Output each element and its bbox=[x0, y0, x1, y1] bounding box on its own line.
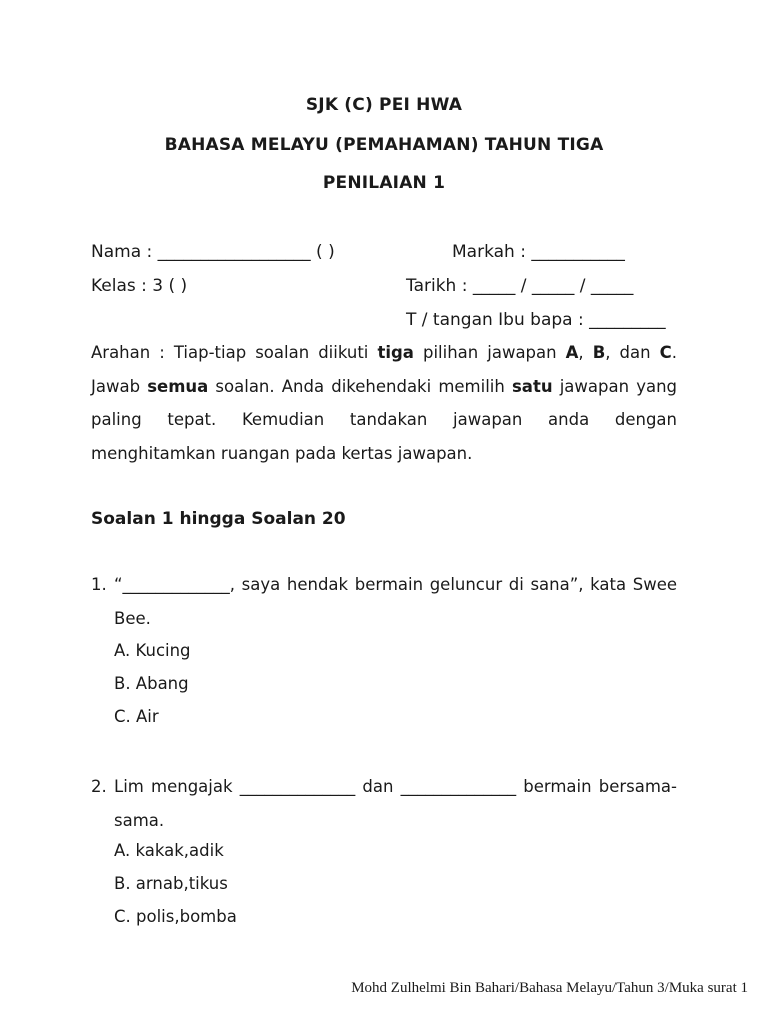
question-1 bbox=[91, 568, 677, 635]
question-2-option-a: A. kakak,adik bbox=[114, 841, 224, 860]
markah-field: Markah : ___________ bbox=[452, 242, 625, 262]
tarikh-field: Tarikh : _____ / _____ / _____ bbox=[406, 276, 634, 296]
question-2-option-c: C. polis,bomba bbox=[114, 907, 237, 926]
subject-title: BAHASA MELAYU (PEMAHAMAN) TAHUN TIGA bbox=[164, 135, 604, 155]
instructions-paragraph: Arahan : Tiap-tiap soalan diikuti tiga pilihan jawapan A, B, dan C. Jawab semua soalan. Anda dikehendaki memilih satu jawapan yang paling tepat. Kemudian tandakan jawapan anda dengan menghitamkan ruangan pada kertas jawapan. bbox=[91, 343, 677, 463]
question-1-option-a: A. Kucing bbox=[114, 641, 191, 660]
parent-signature-field: T / tangan Ibu bapa : _________ bbox=[406, 310, 666, 330]
question-2 bbox=[91, 770, 677, 837]
question-1-option-c: C. Air bbox=[114, 707, 159, 726]
question-text: “_____________, saya hendak bermain geluncur di sana”, kata Swee Bee. bbox=[114, 575, 677, 628]
question-text: Lim mengajak ______________ dan ______________ bermain bersama-sama. bbox=[114, 777, 677, 830]
question-1-option-b: B. Abang bbox=[114, 674, 189, 693]
question-number: 1. bbox=[91, 575, 107, 594]
assessment-title: PENILAIAN 1 bbox=[322, 173, 446, 193]
question-number: 2. bbox=[91, 777, 107, 796]
school-name: SJK (C) PEI HWA bbox=[305, 95, 463, 115]
nama-field: Nama : __________________ ( ) bbox=[91, 242, 335, 262]
question-2-option-b: B. arnab,tikus bbox=[114, 874, 228, 893]
kelas-field: Kelas : 3 ( ) bbox=[91, 276, 188, 296]
section-title: Soalan 1 hingga Soalan 20 bbox=[91, 509, 346, 529]
page-footer: Mohd Zulhelmi Bin Bahari/Bahasa Melayu/Tahun 3/Muka surat 1 bbox=[351, 980, 748, 996]
